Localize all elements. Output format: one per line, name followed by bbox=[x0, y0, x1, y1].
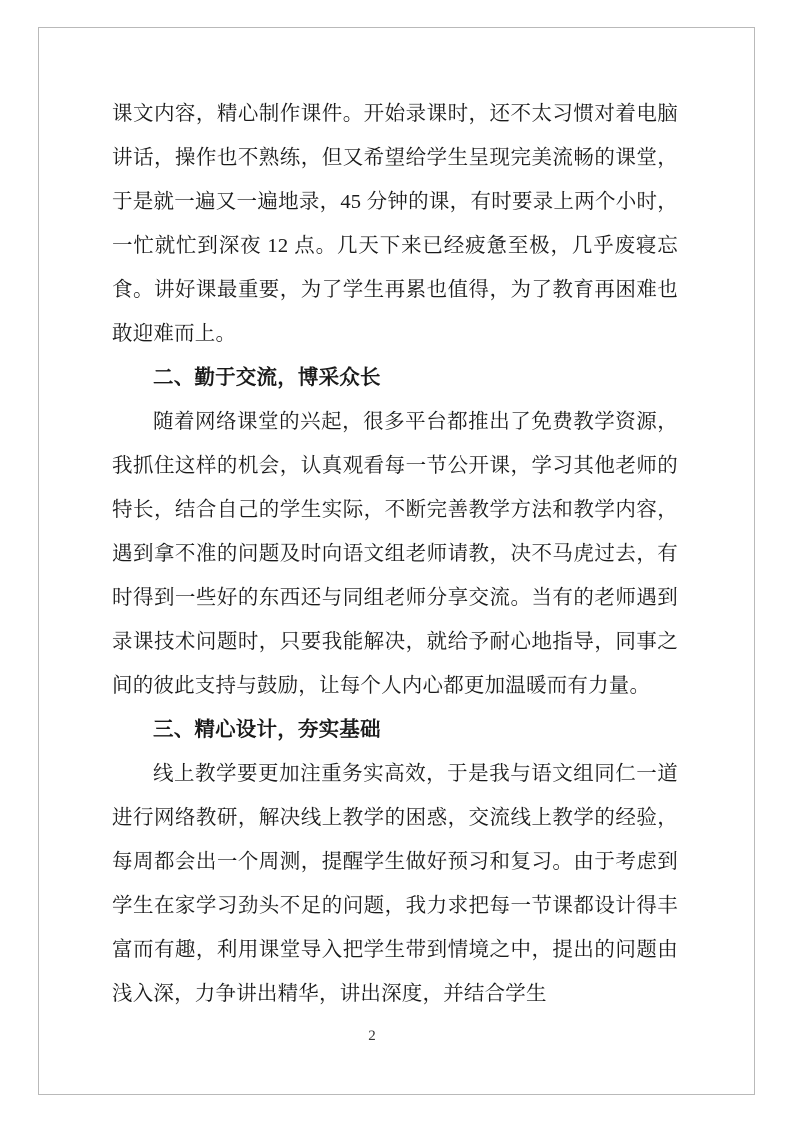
paragraph-section-three: 线上教学要更加注重务实高效，于是我与语文组同仁一道进行网络教研，解决线上教学的困惑，交流线上教学的经验，每周都会出一个周测，提醒学生做好预习和复习。由于考虑到学生在家学习劲头不足的问题，我力求把每一节课都设计得丰富而有趣，利用课堂导入把学生带到情境之中，提出的问题由浅入深，力争讲出精华，讲出深度，并结合学生 bbox=[112, 763, 678, 1005]
section-heading-two: 二、勤于交流，博采众长 bbox=[153, 367, 381, 389]
section-heading-three: 三、精心设计，夯实基础 bbox=[153, 719, 381, 741]
paragraph-section-two: 随着网络课堂的兴起，很多平台都推出了免费教学资源，我抓住这样的机会，认真观看每一节公开课，学习其他老师的特长，结合自己的学生实际，不断完善教学方法和教学内容，遇到拿不准的问题及时向语文组老师请教，决不马虎过去，有时得到一些好的东西还与同组老师分享交流。当有的老师遇到录课技术问题时，只要我能解决，就给予耐心地指导，同事之间的彼此支持与鼓励，让每个人内心都更加温暖而有力量。 bbox=[112, 411, 678, 697]
page-number: 2 bbox=[368, 1028, 376, 1044]
document-body bbox=[112, 92, 678, 1016]
paragraph-continuation: 课文内容，精心制作课件。开始录课时，还不太习惯对着电脑讲话，操作也不熟练，但又希望给学生呈现完美流畅的课堂，于是就一遍又一遍地录，45 分钟的课，有时要录上两个小时，一忙就忙到深夜 12 点。几天下来已经疲惫至极，几乎废寝忘食。讲好课最重要，为了学生再累也值得，为了教育再困难也敢迎难而上。 bbox=[112, 103, 678, 345]
